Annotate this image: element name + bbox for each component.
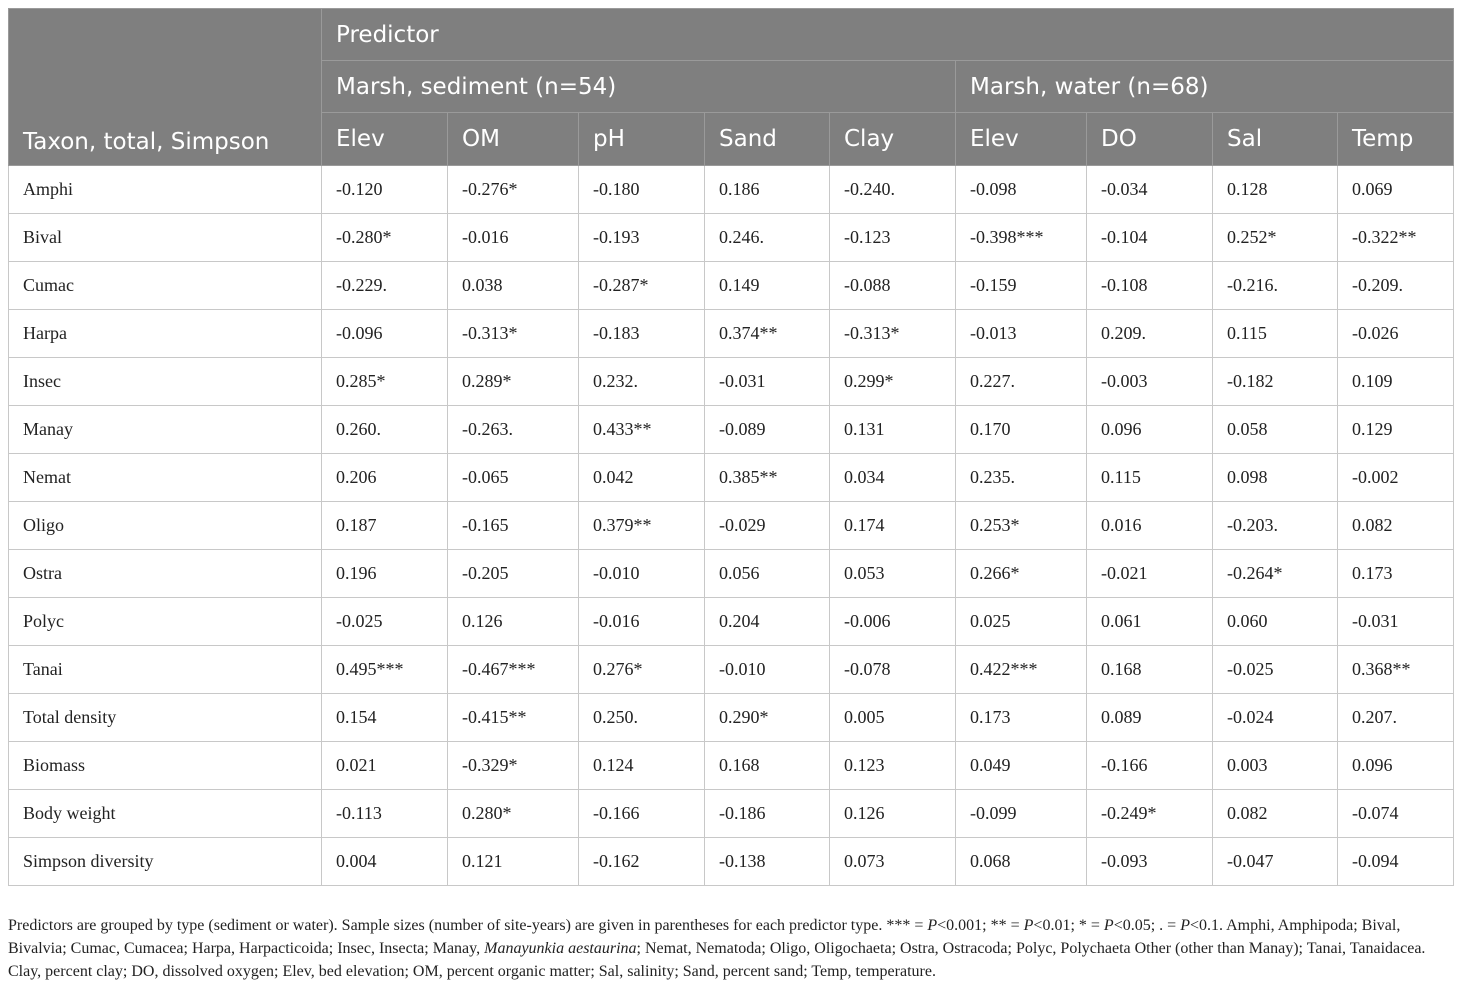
value-cell: 0.005	[830, 694, 956, 742]
group-header-water: Marsh, water (n=68)	[956, 61, 1454, 113]
value-cell: 0.016	[1087, 502, 1213, 550]
taxon-cell: Bival	[9, 214, 322, 262]
table-row	[9, 790, 1454, 838]
value-cell: -0.415**	[448, 694, 579, 742]
value-cell: -0.010	[705, 646, 830, 694]
value-cell: 0.250.	[579, 694, 705, 742]
taxon-cell: Oligo	[9, 502, 322, 550]
value-cell: 0.168	[705, 742, 830, 790]
value-cell: -0.025	[322, 598, 448, 646]
value-cell: 0.299*	[830, 358, 956, 406]
value-cell: 0.056	[705, 550, 830, 598]
value-cell: 0.227.	[956, 358, 1087, 406]
table-row	[9, 214, 1454, 262]
value-cell: 0.124	[579, 742, 705, 790]
value-cell: 0.082	[1213, 790, 1338, 838]
value-cell: -0.031	[705, 358, 830, 406]
value-cell: 0.495***	[322, 646, 448, 694]
value-cell: 0.368**	[1338, 646, 1454, 694]
value-cell: 0.173	[1338, 550, 1454, 598]
value-cell: -0.002	[1338, 454, 1454, 502]
value-cell: 0.187	[322, 502, 448, 550]
value-cell: -0.010	[579, 550, 705, 598]
value-cell: 0.126	[448, 598, 579, 646]
value-cell: -0.159	[956, 262, 1087, 310]
table-row	[9, 598, 1454, 646]
value-cell: 0.266*	[956, 550, 1087, 598]
taxon-cell: Harpa	[9, 310, 322, 358]
value-cell: -0.108	[1087, 262, 1213, 310]
value-cell: 0.049	[956, 742, 1087, 790]
value-cell: -0.203.	[1213, 502, 1338, 550]
value-cell: 0.082	[1338, 502, 1454, 550]
value-cell: 0.149	[705, 262, 830, 310]
value-cell: -0.065	[448, 454, 579, 502]
value-cell: -0.138	[705, 838, 830, 886]
taxon-cell: Nemat	[9, 454, 322, 502]
value-cell: -0.180	[579, 166, 705, 214]
column-header: Clay	[830, 113, 956, 166]
value-cell: -0.021	[1087, 550, 1213, 598]
value-cell: -0.166	[1087, 742, 1213, 790]
value-cell: -0.123	[830, 214, 956, 262]
value-cell: 0.207.	[1338, 694, 1454, 742]
value-cell: 0.038	[448, 262, 579, 310]
correlation-table	[8, 8, 1454, 886]
value-cell: -0.096	[322, 310, 448, 358]
column-header: OM	[448, 113, 579, 166]
value-cell: -0.263.	[448, 406, 579, 454]
value-cell: 0.290*	[705, 694, 830, 742]
value-cell: 0.096	[1338, 742, 1454, 790]
value-cell: 0.246.	[705, 214, 830, 262]
value-cell: -0.006	[830, 598, 956, 646]
value-cell: -0.329*	[448, 742, 579, 790]
column-header: Sal	[1213, 113, 1338, 166]
value-cell: -0.205	[448, 550, 579, 598]
value-cell: -0.249*	[1087, 790, 1213, 838]
taxon-cell: Tanai	[9, 646, 322, 694]
value-cell: 0.385**	[705, 454, 830, 502]
value-cell: -0.089	[705, 406, 830, 454]
value-cell: 0.069	[1338, 166, 1454, 214]
table-row	[9, 166, 1454, 214]
value-cell: 0.060	[1213, 598, 1338, 646]
value-cell: -0.240.	[830, 166, 956, 214]
table-row	[9, 550, 1454, 598]
table-row	[9, 694, 1454, 742]
value-cell: 0.253*	[956, 502, 1087, 550]
taxon-cell: Body weight	[9, 790, 322, 838]
value-cell: -0.264*	[1213, 550, 1338, 598]
value-cell: -0.120	[322, 166, 448, 214]
value-cell: 0.096	[1087, 406, 1213, 454]
taxon-cell: Biomass	[9, 742, 322, 790]
value-cell: 0.131	[830, 406, 956, 454]
value-cell: -0.094	[1338, 838, 1454, 886]
taxon-cell: Manay	[9, 406, 322, 454]
taxon-cell: Cumac	[9, 262, 322, 310]
value-cell: -0.287*	[579, 262, 705, 310]
value-cell: -0.398***	[956, 214, 1087, 262]
table-footnote	[8, 914, 1453, 983]
value-cell: 0.260.	[322, 406, 448, 454]
value-cell: -0.074	[1338, 790, 1454, 838]
table-row	[9, 262, 1454, 310]
value-cell: 0.004	[322, 838, 448, 886]
footnote-p-symbol: P	[1180, 917, 1190, 934]
taxon-cell: Amphi	[9, 166, 322, 214]
value-cell: 0.374**	[705, 310, 830, 358]
taxon-cell: Polyc	[9, 598, 322, 646]
value-cell: -0.216.	[1213, 262, 1338, 310]
table-row	[9, 838, 1454, 886]
value-cell: -0.209.	[1338, 262, 1454, 310]
column-header: Elev	[956, 113, 1087, 166]
value-cell: 0.073	[830, 838, 956, 886]
value-cell: -0.025	[1213, 646, 1338, 694]
value-cell: -0.016	[579, 598, 705, 646]
value-cell: 0.123	[830, 742, 956, 790]
footnote-text: <0.05; . =	[1113, 917, 1181, 934]
value-cell: 0.109	[1338, 358, 1454, 406]
value-cell: 0.126	[830, 790, 956, 838]
taxon-cell: Simpson diversity	[9, 838, 322, 886]
table-row	[9, 406, 1454, 454]
table-row	[9, 502, 1454, 550]
footnote-p-symbol: P	[1103, 917, 1114, 934]
value-cell: 0.098	[1213, 454, 1338, 502]
value-cell: 0.115	[1213, 310, 1338, 358]
column-header: Elev	[322, 113, 448, 166]
value-cell: -0.013	[956, 310, 1087, 358]
value-cell: -0.031	[1338, 598, 1454, 646]
value-cell: 0.053	[830, 550, 956, 598]
value-cell: -0.098	[956, 166, 1087, 214]
group-header-sediment: Marsh, sediment (n=54)	[322, 61, 956, 113]
value-cell: 0.433**	[579, 406, 705, 454]
value-cell: -0.165	[448, 502, 579, 550]
value-cell: -0.467***	[448, 646, 579, 694]
value-cell: -0.322**	[1338, 214, 1454, 262]
value-cell: -0.024	[1213, 694, 1338, 742]
value-cell: 0.186	[705, 166, 830, 214]
value-cell: -0.003	[1087, 358, 1213, 406]
value-cell: -0.078	[830, 646, 956, 694]
value-cell: -0.026	[1338, 310, 1454, 358]
value-cell: 0.168	[1087, 646, 1213, 694]
value-cell: -0.276*	[448, 166, 579, 214]
footnote-text: <0.001; ** =	[937, 917, 1024, 934]
value-cell: -0.162	[579, 838, 705, 886]
value-cell: 0.174	[830, 502, 956, 550]
table-body	[9, 166, 1454, 886]
footnote-species-name: Manayunkia aestaurina	[484, 940, 637, 957]
value-cell: -0.229.	[322, 262, 448, 310]
value-cell: -0.088	[830, 262, 956, 310]
value-cell: 0.154	[322, 694, 448, 742]
value-cell: 0.034	[830, 454, 956, 502]
value-cell: 0.206	[322, 454, 448, 502]
value-cell: 0.089	[1087, 694, 1213, 742]
footnote-text: <0.1. Amphi, Amphipoda; Bival, Bivalvia; Cumac, Cumacea; Harpa, Harpacticoida; Insec, Insecta; Manay,	[8, 917, 1401, 957]
value-cell: 0.379**	[579, 502, 705, 550]
value-cell: 0.170	[956, 406, 1087, 454]
value-cell: 0.276*	[579, 646, 705, 694]
value-cell: -0.016	[448, 214, 579, 262]
value-cell: -0.034	[1087, 166, 1213, 214]
table-row	[9, 454, 1454, 502]
value-cell: -0.099	[956, 790, 1087, 838]
value-cell: 0.204	[705, 598, 830, 646]
footnote-text: ; Nemat, Nematoda; Oligo, Oligochaeta; Ostra, Ostracoda; Polyc, Polychaeta Other (other than Manay); Tanai, Tanaidacea. Clay, percent clay; DO, dissolved oxygen; Elev, bed elevation; OM, percent organic matter; Sal, salinity; Sand, percent sand; Temp, temperature.	[8, 940, 1426, 980]
value-cell: -0.193	[579, 214, 705, 262]
value-cell: 0.252*	[1213, 214, 1338, 262]
predictor-header: Predictor	[322, 9, 1454, 61]
footnote-p-symbol: P	[927, 917, 938, 934]
value-cell: -0.186	[705, 790, 830, 838]
value-cell: -0.313*	[448, 310, 579, 358]
value-cell: 0.422***	[956, 646, 1087, 694]
value-cell: 0.196	[322, 550, 448, 598]
value-cell: 0.173	[956, 694, 1087, 742]
table-row	[9, 646, 1454, 694]
value-cell: 0.042	[579, 454, 705, 502]
value-cell: -0.183	[579, 310, 705, 358]
value-cell: 0.232.	[579, 358, 705, 406]
value-cell: 0.058	[1213, 406, 1338, 454]
value-cell: -0.166	[579, 790, 705, 838]
column-header: Temp	[1338, 113, 1454, 166]
footnote-text: <0.01; * =	[1033, 917, 1104, 934]
value-cell: 0.280*	[448, 790, 579, 838]
value-cell: 0.068	[956, 838, 1087, 886]
value-cell: 0.285*	[322, 358, 448, 406]
value-cell: -0.093	[1087, 838, 1213, 886]
taxon-cell: Total density	[9, 694, 322, 742]
table-row	[9, 310, 1454, 358]
stub-header: Taxon, total, Simpson	[9, 9, 322, 166]
value-cell: -0.113	[322, 790, 448, 838]
taxon-cell: Insec	[9, 358, 322, 406]
value-cell: 0.003	[1213, 742, 1338, 790]
footnote-p-symbol: P	[1023, 917, 1034, 934]
table-row	[9, 358, 1454, 406]
value-cell: 0.289*	[448, 358, 579, 406]
value-cell: 0.129	[1338, 406, 1454, 454]
column-header: DO	[1087, 113, 1213, 166]
taxon-cell: Ostra	[9, 550, 322, 598]
value-cell: 0.025	[956, 598, 1087, 646]
value-cell: -0.182	[1213, 358, 1338, 406]
value-cell: 0.021	[322, 742, 448, 790]
value-cell: -0.104	[1087, 214, 1213, 262]
column-header: pH	[579, 113, 705, 166]
value-cell: 0.235.	[956, 454, 1087, 502]
footnote-text: Predictors are grouped by type (sediment or water). Sample sizes (number of site-years) are given in parentheses for each predictor type. *** =	[8, 917, 928, 934]
value-cell: -0.029	[705, 502, 830, 550]
value-cell: -0.047	[1213, 838, 1338, 886]
table-header	[9, 9, 1454, 166]
value-cell: 0.209.	[1087, 310, 1213, 358]
value-cell: -0.280*	[322, 214, 448, 262]
table-row	[9, 742, 1454, 790]
column-header: Sand	[705, 113, 830, 166]
value-cell: -0.313*	[830, 310, 956, 358]
value-cell: 0.121	[448, 838, 579, 886]
value-cell: 0.128	[1213, 166, 1338, 214]
value-cell: 0.115	[1087, 454, 1213, 502]
value-cell: 0.061	[1087, 598, 1213, 646]
